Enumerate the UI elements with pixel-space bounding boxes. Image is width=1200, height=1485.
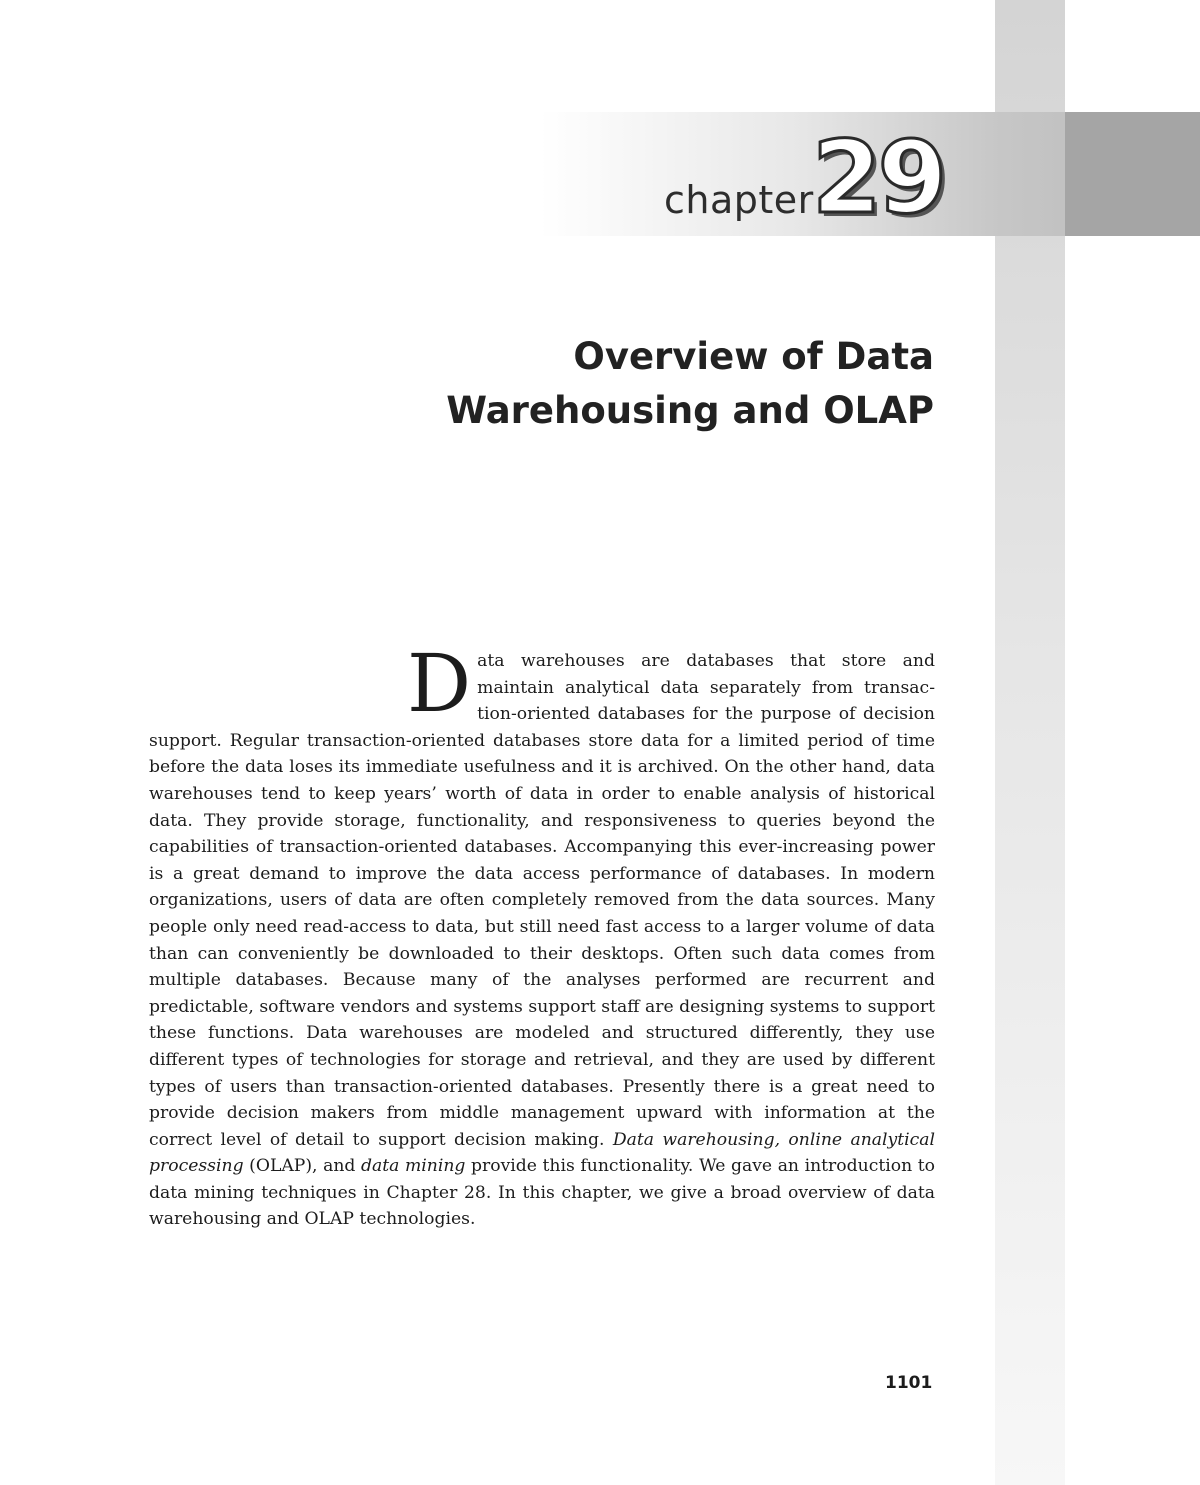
chapter-number: 29 (812, 119, 944, 236)
chapter-header-tab (1065, 112, 1200, 236)
drop-cap: D (407, 637, 472, 730)
chapter-title-line-1: Overview of Data (573, 335, 934, 378)
intro-paragraph (149, 637, 935, 1233)
paragraph-italic-terms-2: data mining (361, 1156, 466, 1177)
paragraph-italic-terms-1: Data warehousing, online analytical processing (149, 1129, 935, 1177)
paragraph-text-part-3: provide this functionality. We gave an introduction to data mining techniques in Chapter 28. In this chapter, we give a broad overview of data warehousing and OLAP technologies. (149, 1156, 935, 1230)
chapter-title-line-2: Warehousing and OLAP (446, 389, 934, 432)
chapter-title (446, 330, 934, 438)
page-number: 1101 (885, 1373, 933, 1393)
paragraph-text-part-2: (OLAP), and (243, 1156, 361, 1177)
paragraph-text-part-1: ata warehouses are databases that store and maintain analytical data separately from transaction-oriented databases for the purpose of decision support. Regular transaction-oriented databases store data for a limited period of time before the data loses its immediate usefulness and it is archived. On the other hand, data warehouses tend to keep years’ worth of data in order to enable analysis of historical data. They provide storage, functionality, and responsiveness to queries beyond the capabilities of transaction-oriented databases. Accompanying this ever-increasing power is a great demand to improve the data access performance of databases. In modern organizations, users of data are often completely removed from the data sources. Many people only need read-access to data, but still need fast access to a larger volume of data than can conveniently be downloaded to their desktops. Often such data comes from multiple databases. Because many of the analyses performed are recurrent and predictable, software vendors and systems support staff are designing systems to support these functions. Data warehouses are modeled and structured differently, they use different types of technologies for storage and retrieval, and they are used by different types of users than transaction-oriented databases. Presently there is a great need to provide decision makers from middle management upward with information at the correct level of detail to support decision making. (149, 651, 935, 1150)
chapter-label: chapter (664, 178, 814, 222)
